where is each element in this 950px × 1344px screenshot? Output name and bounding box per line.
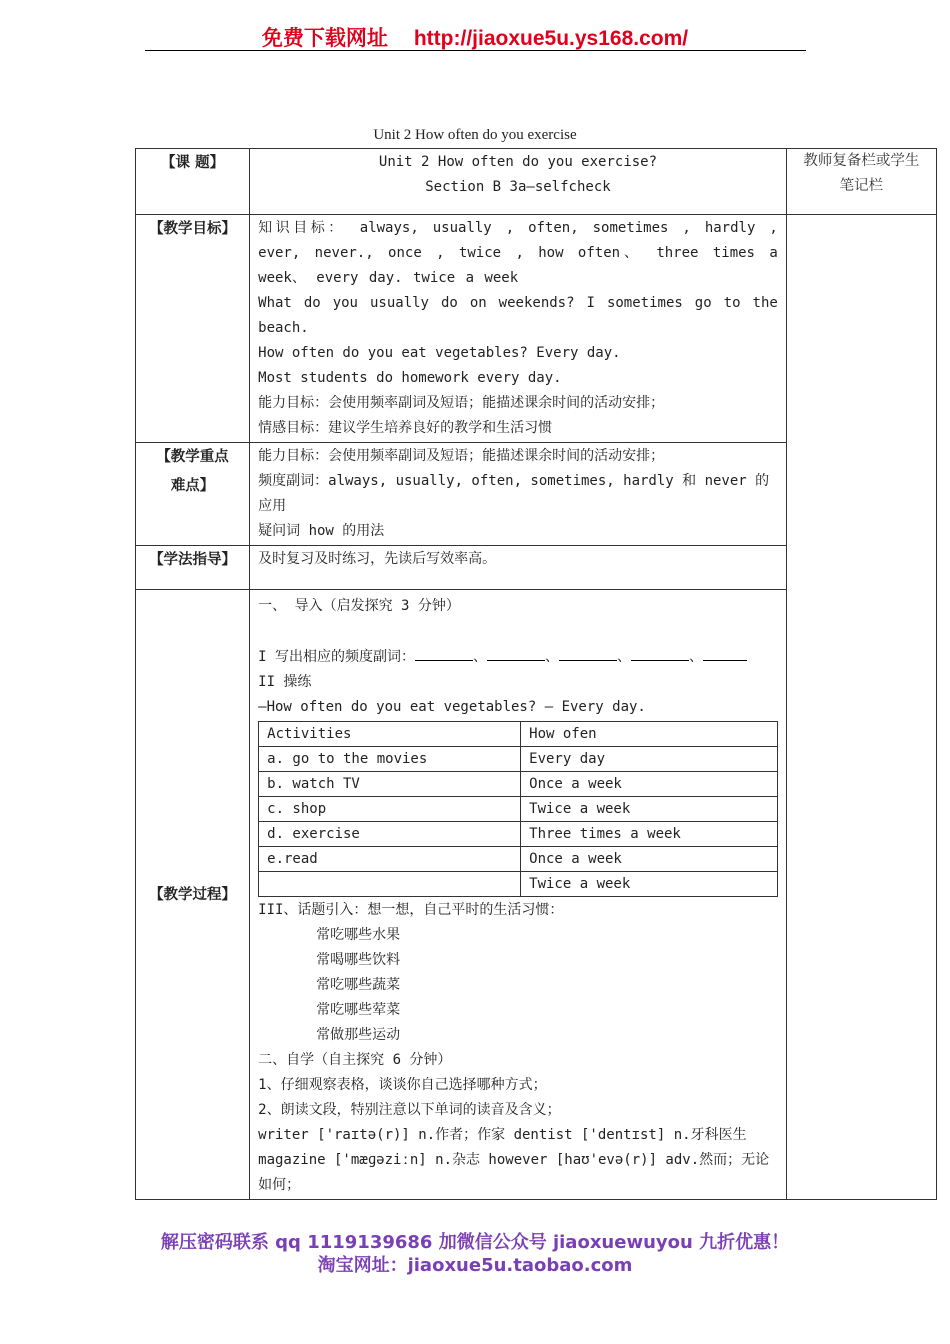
- separator: 、: [689, 649, 703, 665]
- download-label: 免费下载网址: [261, 26, 388, 50]
- answer-blank-4[interactable]: [631, 644, 689, 661]
- goal-sentence-vegetables: How often do you eat vegetables? Every day.: [258, 345, 621, 361]
- process-label: 【教学过程】: [136, 590, 250, 1200]
- self-study-step-1: 1、仔细观察表格，谈谈你自己选择哪种方式；: [258, 1077, 547, 1093]
- process-cell: [250, 590, 787, 1200]
- answer-blank-2[interactable]: [487, 644, 545, 661]
- notes-column-label: 教师复备栏或学生笔记栏: [803, 153, 920, 194]
- habit-item: 常吃哪些荤菜: [316, 1002, 401, 1018]
- topic-row: [136, 149, 937, 215]
- activities-col-header: Activities: [259, 722, 521, 747]
- activity-cell: d. exercise: [259, 822, 521, 847]
- table-row: [259, 797, 778, 822]
- table-row: [259, 822, 778, 847]
- vocab-line-1: writer ['raɪtə(r)] n.作者；作家 dentist ['dentɪst] n.牙科医生: [258, 1127, 747, 1143]
- header-divider: [145, 50, 806, 51]
- self-study-heading: 二、自学（自主探究 6 分钟）: [258, 1052, 452, 1068]
- frequency-col-header: How ofen: [521, 722, 778, 747]
- goals-label: 【教学目标】: [136, 215, 250, 443]
- answer-blank-5[interactable]: [703, 644, 747, 661]
- frequency-cell: Once a week: [521, 772, 778, 797]
- document-title: Unit 2 How often do you exercise: [373, 127, 577, 143]
- activity-cell: b. watch TV: [259, 772, 521, 797]
- habit-item: 常喝哪些饮料: [316, 952, 401, 968]
- activities-header-row: [259, 722, 778, 747]
- footer-contact: 解压密码联系 qq 1119139686 加微信公众号 jiaoxuewuyou 九折优惠！: [160, 1232, 790, 1253]
- task-3-heading: III、话题引入：想一想，自己平时的生活习惯：: [258, 902, 564, 918]
- habit-item: 常做那些运动: [316, 1027, 401, 1043]
- topic-label: 【课 题】: [136, 149, 250, 215]
- goals-cell: [250, 215, 787, 443]
- keypoint-how: 疑问词 how 的用法: [258, 523, 385, 539]
- download-url-link[interactable]: http://jiaoxue5u.ys168.com/: [413, 27, 689, 50]
- table-row: [259, 872, 778, 897]
- keypoints-label-line-1: 【教学重点: [156, 449, 229, 465]
- goals-row: [136, 215, 937, 443]
- footer-shop-link[interactable]: 淘宝网址：jiaoxue5u.taobao.com: [317, 1255, 633, 1276]
- habit-item: 常吃哪些水果: [316, 927, 401, 943]
- table-row: [259, 747, 778, 772]
- goal-sentence-weekends: What do you usually do on weekends? I sometimes go to the beach.: [258, 295, 778, 336]
- separator: 、: [617, 649, 631, 665]
- frequency-cell: Three times a week: [521, 822, 778, 847]
- topic-cell: [250, 149, 787, 215]
- separator: 、: [545, 649, 559, 665]
- method-label: 【学法指导】: [136, 546, 250, 590]
- notes-column-header: [786, 149, 936, 215]
- notes-column-body: [786, 215, 936, 1200]
- habit-item: 常吃哪些蔬菜: [316, 977, 401, 993]
- task-1-label: I 写出相应的频度副词：: [258, 649, 415, 665]
- goal-sentence-homework: Most students do homework every day.: [258, 370, 562, 386]
- knowledge-goal: 知识目标： always, usually , often, sometimes , hardly , ever, never., once , twice , how often、 three times a week、 every day. twice a week: [258, 220, 778, 286]
- answer-blank-1[interactable]: [415, 644, 473, 661]
- keypoint-adverbs: 频度副词：always, usually, often, sometimes, hardly 和 never 的应用: [258, 473, 770, 514]
- lesson-plan-table: [135, 148, 937, 1200]
- self-study-step-2: 2、朗读文段，特别注意以下单词的读音及含义；: [258, 1102, 561, 1118]
- practice-dialog: —How often do you eat vegetables? — Every day.: [258, 699, 646, 715]
- topic-line-2: Section B 3a—selfcheck: [425, 179, 611, 195]
- method-text: 及时复习及时练习，先读后写效率高。: [250, 546, 787, 590]
- frequency-cell: Twice a week: [521, 872, 778, 897]
- activities-table: [258, 721, 778, 897]
- activity-cell: a. go to the movies: [259, 747, 521, 772]
- activity-cell: [259, 872, 521, 897]
- download-header: [0, 22, 950, 52]
- task-1: [258, 644, 778, 670]
- keypoint-ability: 能力目标：会使用频率副词及短语；能描述课余时间的活动安排；: [258, 448, 665, 464]
- keypoints-label-line-2: 难点】: [170, 478, 215, 494]
- frequency-cell: Twice a week: [521, 797, 778, 822]
- activity-cell: e.read: [259, 847, 521, 872]
- answer-blank-3[interactable]: [559, 644, 617, 661]
- vocab-line-2: magazine ['mæɡəziːn] n.杂志 however [haʊ'evə(r)] adv.然而；无论如何；: [258, 1152, 770, 1193]
- table-row: [259, 772, 778, 797]
- frequency-cell: Once a week: [521, 847, 778, 872]
- topic-line-1: Unit 2 How often do you exercise?: [378, 154, 658, 170]
- task-2-heading: II 操练: [258, 674, 312, 690]
- ability-goal: 能力目标：会使用频率副词及短语；能描述课余时间的活动安排；: [258, 395, 665, 411]
- keypoints-cell: [250, 443, 787, 546]
- activity-cell: c. shop: [259, 797, 521, 822]
- frequency-cell: Every day: [521, 747, 778, 772]
- emotion-goal: 情感目标：建议学生培养良好的教学和生活习惯: [258, 420, 553, 436]
- table-row: [259, 847, 778, 872]
- intro-heading: 一、 导入（启发探究 3 分钟）: [258, 598, 460, 614]
- keypoints-label: [136, 443, 250, 546]
- separator: 、: [473, 649, 487, 665]
